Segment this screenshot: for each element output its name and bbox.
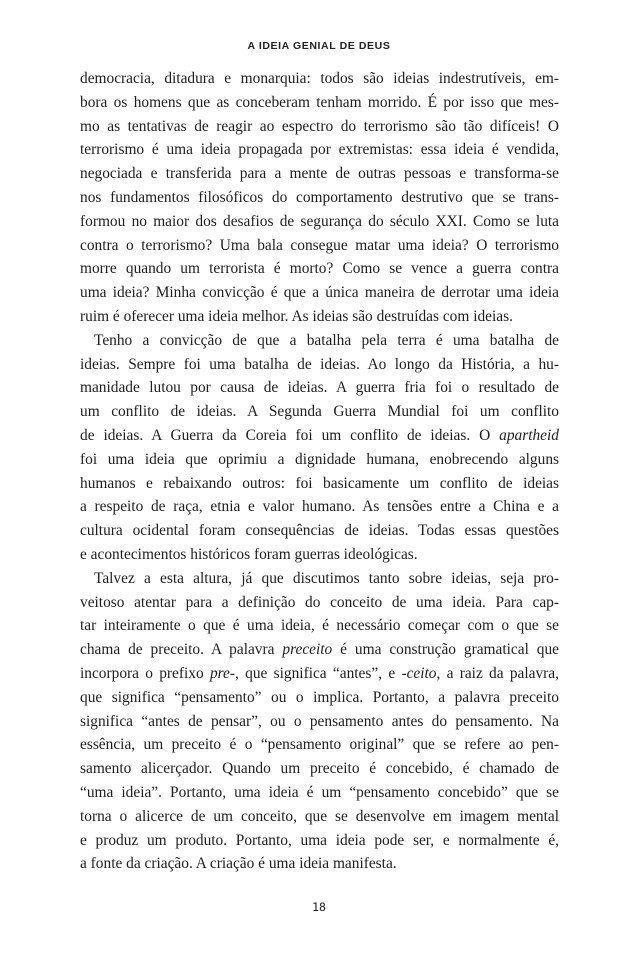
text-line: manidade lutou por causa de ideias. A guerra fria foi o resultado de — [80, 379, 559, 397]
text-line: uma ideia? Minha convicção é que a única maneira de derrotar uma ideia — [80, 284, 559, 302]
text-line: que significa “pensamento” ou o implica. Portanto, a palavra preceito — [80, 688, 559, 706]
text-line: ideias. Sempre foi uma batalha de ideias. Ao longo da História, a hu- — [80, 355, 559, 373]
text-line: tar inteiramente o que é uma ideia, é necessário começar com o que se — [80, 617, 559, 635]
text-line: de ideias. A Guerra da Coreia foi um conflito de ideias. O apartheid — [80, 426, 559, 444]
text-line: morre quando um terrorista é morto? Como se vence a guerra contra — [80, 260, 559, 278]
text-line: torna o alicerce de um conceito, que se desenvolve em imagem mental — [80, 807, 559, 825]
text-line: a respeito de raça, etnia e valor humano. As tensões entre a China e a — [80, 498, 559, 516]
text-line: mo as tentativas de reagir ao espectro do terrorismo são tão difíceis! O — [80, 117, 559, 135]
text-line: incorpora o prefixo pre-, que significa “antes”, e -ceito, a raiz da palavra, — [80, 664, 559, 682]
text-line: foi uma ideia que oprimiu a dignidade humana, enobrecendo alguns — [80, 450, 559, 468]
italic-term: preceito — [282, 641, 333, 659]
text-line: contra o terrorismo? Uma bala consegue matar uma ideia? O terrorismo — [80, 236, 559, 254]
text-line: formou no maior dos desafios de segurança do século XXI. Como se luta — [80, 212, 559, 230]
page-number: 18 — [312, 900, 326, 914]
text-line: terrorismo é uma ideia propagada por extremistas: essa ideia é vendida, — [80, 141, 559, 159]
text-line: e acontecimentos históricos foram guerras ideológicas. — [80, 545, 418, 563]
text-line: democracia, ditadura e monarquia: todos são ideias indestrutíveis, em- — [80, 70, 559, 87]
text-line: cultura ocidental foram consequências de ideias. Todas essas questões — [80, 522, 559, 540]
italic-term: pre- — [209, 664, 236, 682]
text-line: Tenho a convicção de que a batalha pela terra é uma batalha de — [94, 331, 559, 349]
paragraph-3 — [80, 567, 559, 876]
text-line: samento alicerçador. Quando um preceito é concebido, é chamado de — [80, 760, 559, 778]
text-line: “uma ideia”. Portanto, uma ideia é um “pensamento concebido” que se — [80, 783, 559, 801]
paragraph-2 — [80, 329, 559, 567]
text-line: essência, um preceito é o “pensamento original” que se refere ao pen- — [80, 736, 559, 754]
text-line: humanos e rebaixando outros: foi basicamente um conflito de ideias — [80, 474, 559, 492]
italic-term: apartheid — [499, 426, 559, 444]
text-line: e produz um produto. Portanto, uma ideia pode ser, e normalmente é, — [80, 831, 559, 849]
text-line: veitoso atentar para a definição do conceito de uma ideia. Para cap- — [80, 593, 559, 611]
text-line: Talvez a esta altura, já que discutimos tanto sobre ideias, seja pro- — [94, 569, 559, 587]
paragraph-1 — [80, 67, 559, 329]
text-line: negociada e transferida para a mente de outras pessoas e transforma-se — [80, 165, 559, 183]
text-line: a fonte da criação. A criação é uma ideia manifesta. — [80, 855, 397, 873]
running-header: A IDEIA GENIAL DE DEUS — [247, 40, 391, 52]
text-line: nos fundamentos filosóficos do comportamento destrutivo que se trans- — [80, 188, 559, 206]
italic-term: -ceito — [401, 664, 437, 682]
text-line: chama de preceito. A palavra preceito é uma construção gramatical que — [80, 641, 559, 659]
text-line: ruim é oferecer uma ideia melhor. As ideias são destruídas com ideias. — [80, 307, 513, 325]
text-line: significa “antes de pensar”, ou o pensamento antes do pensamento. Na — [80, 712, 559, 730]
body-text — [80, 67, 559, 876]
text-line: bora os homens que as conceberam tenham morrido. É por isso que mes- — [80, 93, 559, 111]
text-line: um conflito de ideias. A Segunda Guerra Mundial foi um conflito — [80, 403, 559, 421]
